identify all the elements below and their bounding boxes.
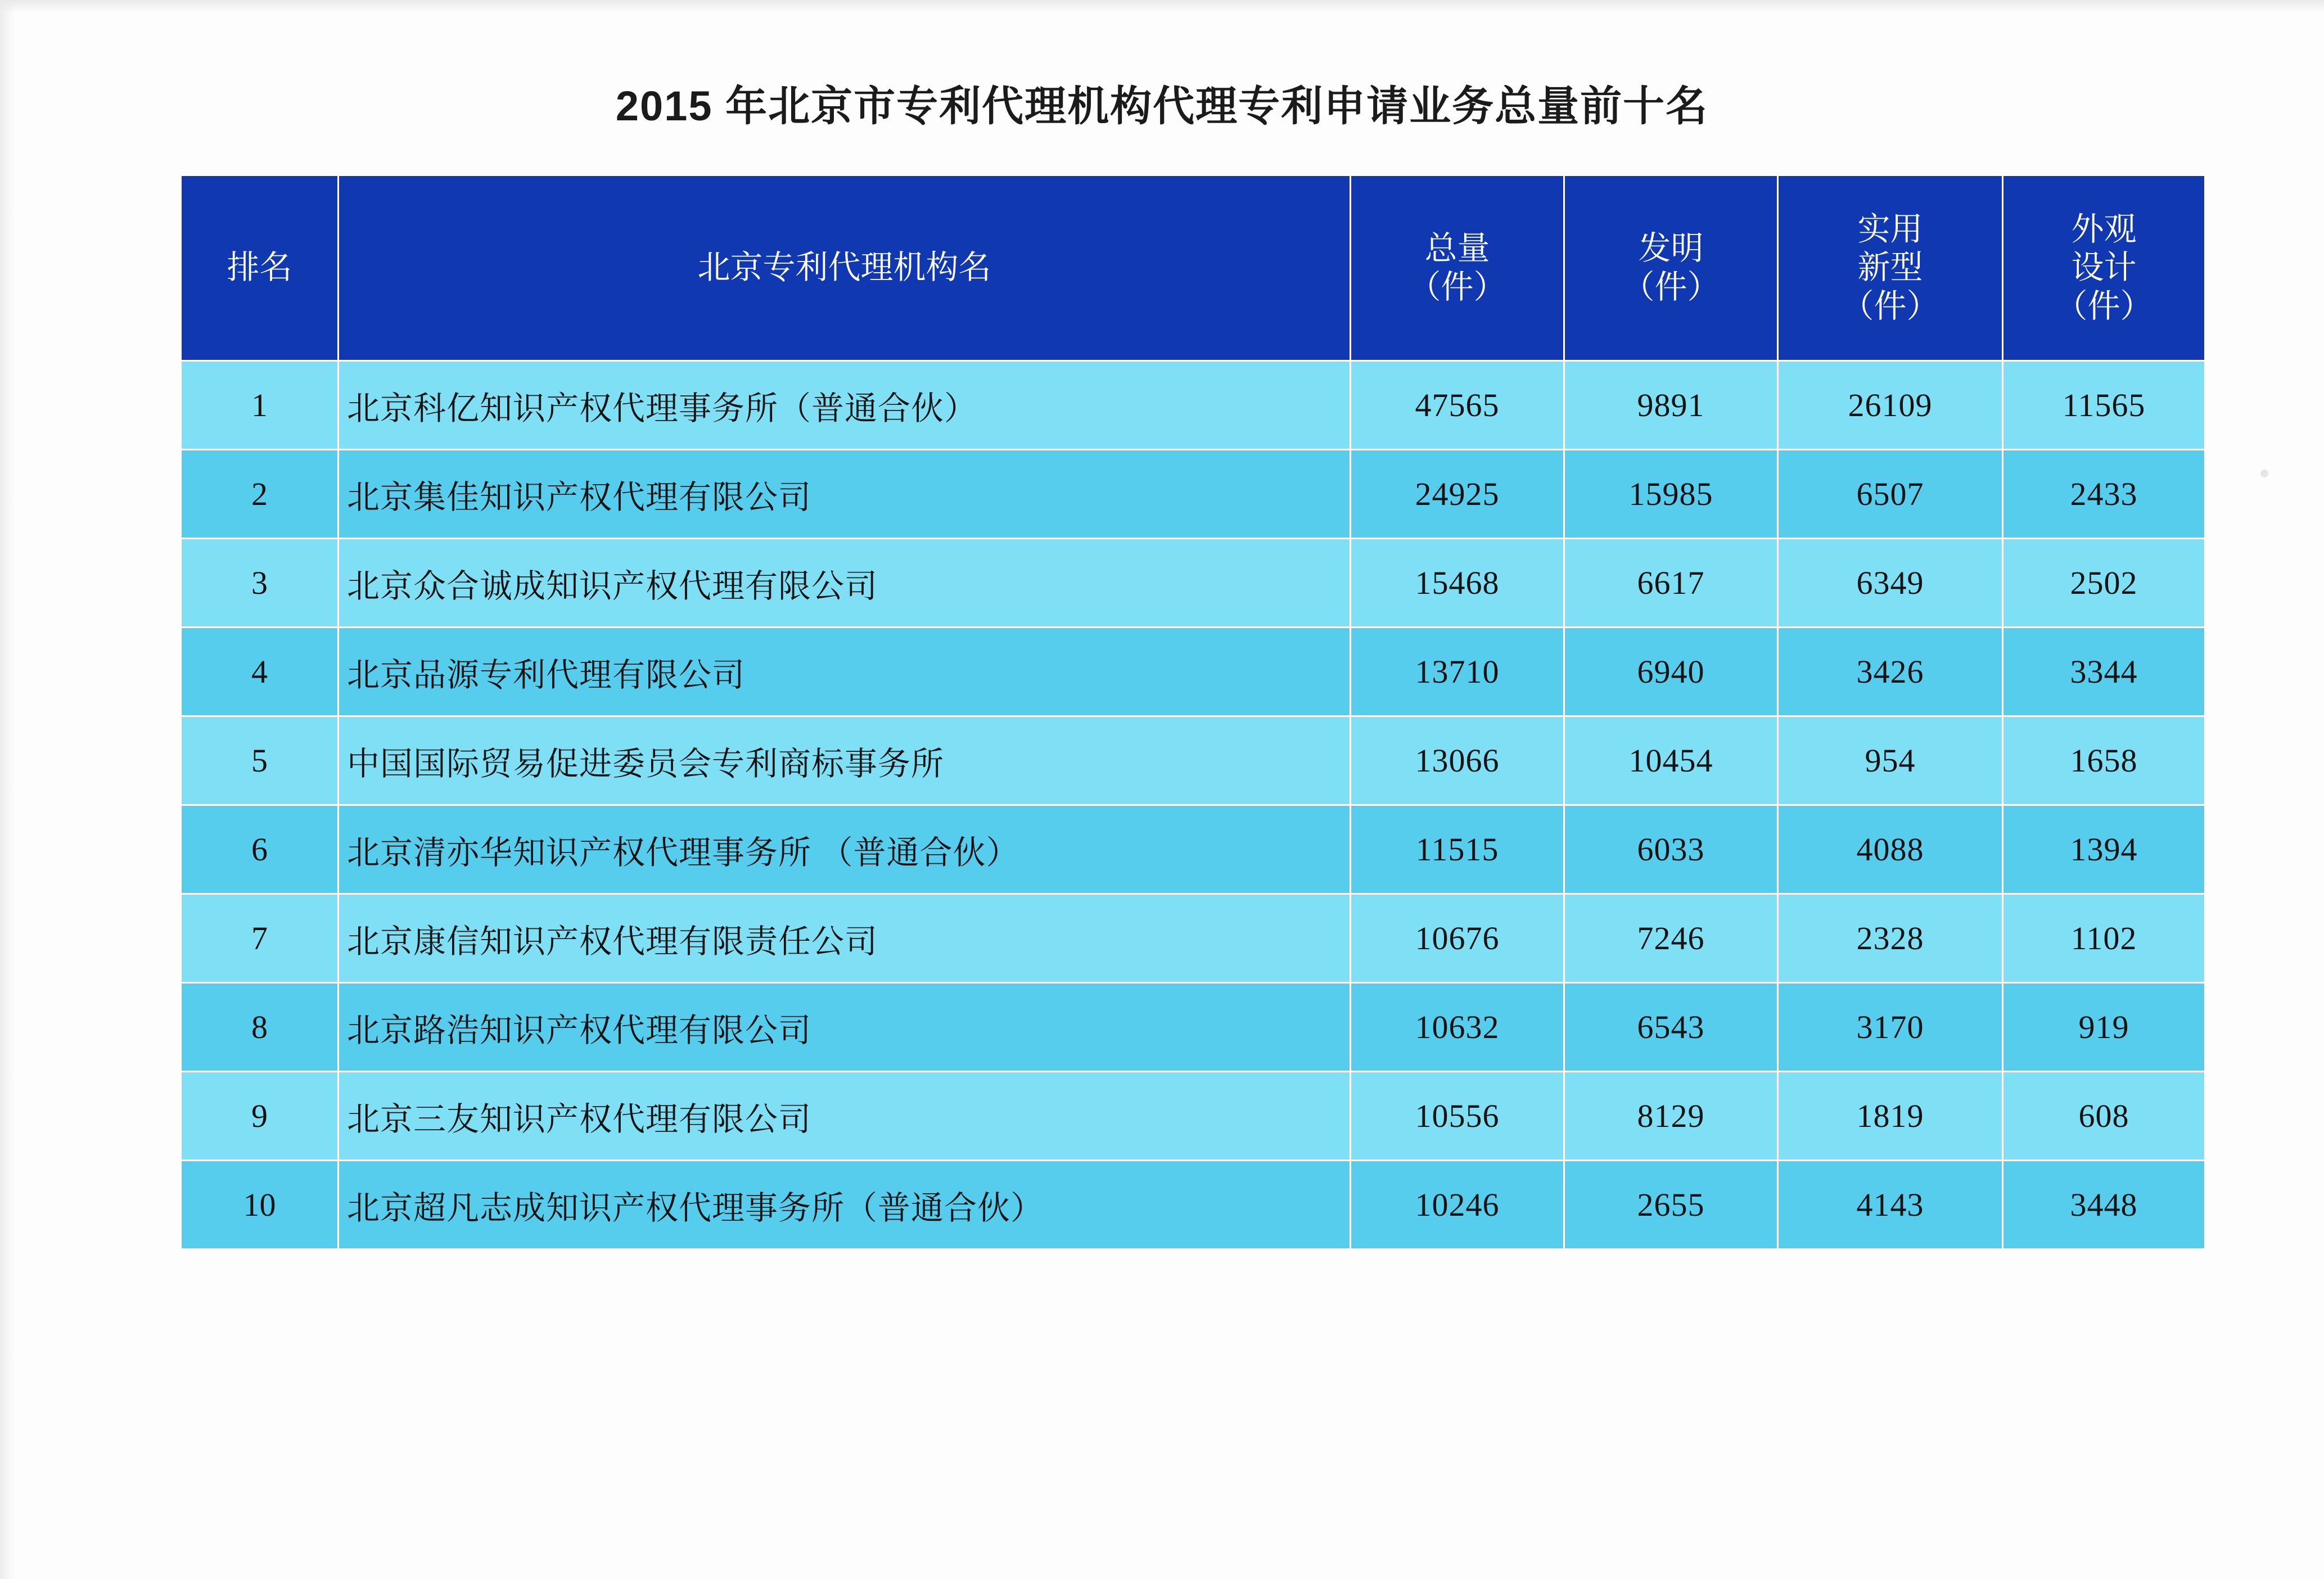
- cell-design: 3344: [2003, 628, 2205, 716]
- cell-total: 24925: [1351, 450, 1564, 539]
- column-header-agency-label: 北京专利代理机构名: [697, 249, 991, 286]
- cell-design: 1394: [2003, 805, 2205, 894]
- scan-edge-top: [0, 0, 2324, 12]
- cell-agency: 北京路浩知识产权代理有限公司: [339, 983, 1351, 1072]
- table-row: [181, 1161, 2205, 1249]
- cell-rank: 4: [181, 628, 339, 716]
- cell-rank: 1: [181, 361, 339, 450]
- cell-total: 10556: [1351, 1072, 1564, 1161]
- cell-total: 10246: [1351, 1161, 1564, 1249]
- cell-rank: 7: [181, 894, 339, 983]
- cell-invention: 6033: [1564, 805, 1778, 894]
- table-row: [181, 983, 2205, 1072]
- table-row: [181, 716, 2205, 805]
- scan-speck: [2260, 470, 2268, 477]
- cell-rank: 5: [181, 716, 339, 805]
- column-header-rank-label: 排名: [227, 249, 292, 286]
- scan-edge-left: [0, 0, 16, 1579]
- cell-invention: 6617: [1564, 539, 1778, 628]
- cell-agency: 北京众合诚成知识产权代理有限公司: [339, 539, 1351, 628]
- cell-invention: 7246: [1564, 894, 1778, 983]
- cell-rank: 3: [181, 539, 339, 628]
- cell-agency: 北京集佳知识产权代理有限公司: [339, 450, 1351, 539]
- cell-rank: 8: [181, 983, 339, 1072]
- column-header-total-line2: （件）: [1408, 268, 1506, 305]
- cell-utility-model: 6507: [1778, 450, 2003, 539]
- cell-agency: 北京三友知识产权代理有限公司: [339, 1072, 1351, 1161]
- cell-utility-model: 4088: [1778, 805, 2003, 894]
- ranking-table-container: [180, 174, 2204, 1250]
- cell-design: 2433: [2003, 450, 2205, 539]
- column-header-total-line1: 总量: [1424, 230, 1490, 267]
- cell-agency: 北京康信知识产权代理有限责任公司: [339, 894, 1351, 983]
- cell-utility-model: 26109: [1778, 361, 2003, 450]
- cell-agency: 北京超凡志成知识产权代理事务所（普通合伙）: [339, 1161, 1351, 1249]
- cell-total: 47565: [1351, 361, 1564, 450]
- table-row: [181, 450, 2205, 539]
- column-header-utility-line1: 实用: [1857, 210, 1923, 247]
- cell-utility-model: 4143: [1778, 1161, 2003, 1249]
- cell-total: 11515: [1351, 805, 1564, 894]
- cell-agency: 北京清亦华知识产权代理事务所 （普通合伙）: [339, 805, 1351, 894]
- column-header-invention-line1: 发明: [1638, 230, 1704, 267]
- column-header-design-line3: （件）: [2055, 287, 2153, 324]
- page-title: 2015 年北京市专利代理机构代理专利申请业务总量前十名: [615, 83, 1709, 129]
- cell-agency: 中国国际贸易促进委员会专利商标事务所: [339, 716, 1351, 805]
- cell-rank: 2: [181, 450, 339, 539]
- cell-design: 919: [2003, 983, 2205, 1072]
- cell-design: 608: [2003, 1072, 2205, 1161]
- column-header-invention: [1564, 175, 1778, 361]
- column-header-design: [2003, 175, 2205, 361]
- cell-total: 10632: [1351, 983, 1564, 1072]
- cell-total: 13710: [1351, 628, 1564, 716]
- table-body: [181, 361, 2205, 1249]
- table-row: [181, 894, 2205, 983]
- cell-total: 10676: [1351, 894, 1564, 983]
- table-header-row: [181, 175, 2205, 361]
- cell-agency: 北京科亿知识产权代理事务所（普通合伙）: [339, 361, 1351, 450]
- cell-utility-model: 3170: [1778, 983, 2003, 1072]
- column-header-utility-line2: 新型: [1857, 249, 1923, 286]
- column-header-utility-line3: （件）: [1841, 287, 1939, 324]
- cell-design: 1658: [2003, 716, 2205, 805]
- cell-invention: 6940: [1564, 628, 1778, 716]
- cell-utility-model: 3426: [1778, 628, 2003, 716]
- column-header-design-line1: 外观: [2071, 210, 2137, 247]
- cell-total: 13066: [1351, 716, 1564, 805]
- cell-total: 15468: [1351, 539, 1564, 628]
- table-row: [181, 1072, 2205, 1161]
- table-row: [181, 361, 2205, 450]
- column-header-invention-line2: （件）: [1622, 268, 1720, 305]
- cell-utility-model: 6349: [1778, 539, 2003, 628]
- column-header-utility-model: [1778, 175, 2003, 361]
- cell-invention: 6543: [1564, 983, 1778, 1072]
- table-row: [181, 805, 2205, 894]
- column-header-rank: [181, 175, 339, 361]
- table-row: [181, 539, 2205, 628]
- cell-invention: 8129: [1564, 1072, 1778, 1161]
- column-header-total: [1351, 175, 1564, 361]
- cell-rank: 9: [181, 1072, 339, 1161]
- cell-invention: 10454: [1564, 716, 1778, 805]
- ranking-table: [180, 174, 2206, 1250]
- table-row: [181, 628, 2205, 716]
- column-header-design-line2: 设计: [2071, 249, 2137, 286]
- cell-agency: 北京品源专利代理有限公司: [339, 628, 1351, 716]
- table-header: [181, 175, 2205, 361]
- cell-utility-model: 954: [1778, 716, 2003, 805]
- cell-design: 2502: [2003, 539, 2205, 628]
- cell-invention: 2655: [1564, 1161, 1778, 1249]
- cell-invention: 9891: [1564, 361, 1778, 450]
- cell-invention: 15985: [1564, 450, 1778, 539]
- column-header-agency: [339, 175, 1351, 361]
- cell-rank: 6: [181, 805, 339, 894]
- cell-rank: 10: [181, 1161, 339, 1249]
- cell-design: 1102: [2003, 894, 2205, 983]
- cell-utility-model: 2328: [1778, 894, 2003, 983]
- cell-design: 3448: [2003, 1161, 2205, 1249]
- cell-utility-model: 1819: [1778, 1072, 2003, 1161]
- cell-design: 11565: [2003, 361, 2205, 450]
